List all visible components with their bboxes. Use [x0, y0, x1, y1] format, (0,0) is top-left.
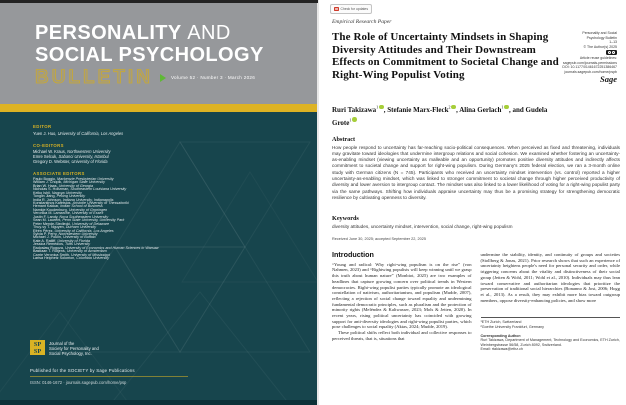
associate-editor-entry: Peter Mende-Siedlecki, University of Delaware — [33, 221, 110, 226]
by-icon — [612, 51, 615, 54]
intro-paragraph-1: “Young and radical: Why right-wing populism is on the rise” (von Nahmen, 2023) and “Rightwing populists will keep winning until we grasp this truth about human nature” (Monbiot, 2025) are two examples of headlines that capture growing concern over political trends in Western democracies. Right-wing populist parties typically promote an ideological constellation of nativism, authoritarianism, and populism (Mudde, 2007), reflecting a rejection of social change toward equality and undermining fundamental democratic principles, such as pluralism and the protection of minority rights (Meléndez & Kaltwasser, 2023; Mols & Jetten, 2020). In recent years, rising political uncertainty has coincided with growing support for anti-diversity ideologies and right-wing populist parties, which pose challenges to social equality (Aktas, 2024; Mudde, 2019). — [332, 261, 472, 330]
masthead-line2: SOCIAL PSYCHOLOGY — [35, 44, 264, 66]
society-text — [49, 340, 99, 356]
associate-editor-entry: Kate A. Ratliff, University of Florida — [33, 238, 90, 243]
intro-paragraph-3: undermine the stability, identity, and continuity of groups and societies (Stollberg & Jonas, 2021). Prior research shows that such an experience of uncertainty heightens people's need for personal security and order, while triggering concerns about the vitality and distinctiveness of their social group (Jetten & Wohl, 2011; Wohl et al., 2010). Individuals may thus lean toward conservative and authoritarian ideologies that prioritize the preservation of traditional social hierarchies (Bonanno & Jost, 2006; Hogg et al., 2013). As a result, they may exhibit more bias toward outgroup members, oppose diversity-enhancing policies, and show more — [480, 252, 620, 303]
associate-editor-entry: Sylvia P. Perry, Northwestern University — [33, 232, 98, 237]
associate-editor-entry: Namkje Koudenburg, University of Groningen — [33, 207, 108, 212]
body-columns — [332, 252, 620, 352]
author: , and Gudela Grote$^1$ — [332, 106, 548, 127]
abstract-text: How people respond to uncertainty has far-reaching socio-political consequences. When perceived as fixed and threatening, individuals may gravitate toward ideologies that undermine intergroup relations and social cohesion. We examined whether fostering an uncertainty-as-enabling mindset (viewing uncertainty as malleable and an opportunity) promotes positive diversity attitudes and indirectly affects commitment to societal change and support for right-wing populism. During Germany's 2025 federal election, we ran a 3-month online study with German citizens (N = 745). Participants who received an uncertainty mindset intervention (vs. control) reported a higher uncertainty-as-enabling mindset, which was linked to stronger commitment to societal change through higher perceived productivity of diversity and lower aversion to intergroup contact. The mindset was also linked to a lower likelihood of voting for a right-wing populist party via the same pathways. Shifting how individuals appraise uncertainty may thus be a promising strategy for strengthening democratic resilience by cultivating openness to diversity. — [332, 144, 620, 200]
issue-info: Volume 52 · Number 3 · March 2026 — [170, 75, 256, 80]
meta-journal-url[interactable]: journals.sagepub.com/home/pspb — [564, 69, 617, 74]
author: , Stefanie Marx-Fleck$^2$ — [384, 106, 456, 114]
cover-bottom-edge — [0, 400, 318, 405]
spsp-logo-row1: SP — [33, 340, 42, 348]
journal-meta-block — [555, 31, 617, 85]
associate-editor-entry: Veronica M. Lamarche, University of Essex — [33, 211, 104, 216]
associate-editor-entry: Larisa Heiphetz Solomon, Columbia University — [33, 256, 110, 261]
meta-doi-link[interactable]: DOI: 10.1177/01461672251386467 — [562, 65, 617, 70]
meta-journal-name-1: Personality and Social — [582, 31, 617, 35]
meta-reuse-guidelines: Article reuse guidelines: — [579, 56, 617, 61]
keywords-heading: Keywords — [332, 215, 359, 222]
editor-label: EDITOR — [33, 124, 52, 129]
introduction-heading: Introduction — [332, 250, 374, 259]
co-editors-label: CO-EDITORS — [33, 142, 64, 148]
spsp-logo-row2: SP — [33, 347, 42, 355]
masthead-bulletin: BULLETIN — [35, 67, 153, 88]
society-line: Social Psychology, Inc. — [49, 350, 92, 356]
meta-permissions-link[interactable]: sagepub.com/journals-permissions — [562, 60, 617, 65]
editor-entry: Yuen J. Huo, University of California, Los Angeles — [33, 130, 124, 136]
check-for-updates-label: Check for updates — [340, 6, 369, 11]
spsp-logo — [30, 340, 45, 355]
associate-editor-entry: Tonglin Jiang, Peking University — [33, 194, 86, 199]
editor-list — [33, 131, 293, 136]
associate-editor-entry: Konstantinos Kafetsios, Aristotle University of Thessaloniki — [33, 200, 129, 205]
published-line: Published for the SOCIETY by Sage Publications — [30, 368, 135, 373]
cc-icon — [608, 51, 611, 54]
associate-editor-entry: India R. Johnson, Indiana University, Indianapolis — [33, 197, 114, 202]
received-dates: Received June 30, 2025; accepted September 22, 2025 — [332, 237, 426, 241]
associate-editor-entry: Brian W. Haas, University of Georgia — [33, 183, 94, 188]
left-column — [332, 252, 472, 352]
editor-block — [33, 124, 293, 136]
co-editor-entry: Emre Selcuk, Sabanci University, Istanbul — [33, 154, 109, 160]
keywords-text: diversity attitudes, uncertainty mindset, intervention, social change, right-wing populism — [332, 223, 513, 229]
meta-copyright: © The Author(s) 2025 — [583, 44, 617, 49]
associate-editor-entry: Justin F. Landy, Nova Southeastern University — [33, 214, 109, 219]
associate-editor-entry: Nicholas S. Holtzman, Southeastern Louisiana University — [33, 187, 127, 192]
affiliation-2: ²Goethe University Frankfurt, Germany — [480, 324, 545, 329]
meta-pages: 1–13 — [609, 40, 617, 44]
corresponding-author-text: Ruri Takizawa, Department of Management, Technology and Economics, ETH Zurich, Weinbergstrasse 56/58, Zurich 8092, Switzerland. — [480, 338, 620, 347]
society-line: Journal of the — [49, 340, 75, 346]
article-title: The Role of Uncertainty Mindsets in Shaping Diversity Attitudes and Their Downstream Effects on Commitment to Societal Change and Right-Wing Populist Voting — [332, 31, 559, 81]
cover-top-edge — [0, 0, 318, 3]
associate-editors-list — [33, 178, 293, 261]
affiliation-1: ¹ETH Zurich, Switzerland — [480, 320, 522, 325]
associate-editor-entry: Sean M. Laurent, Penn State University, University Park — [33, 218, 125, 223]
footnote-block — [481, 317, 621, 352]
co-editors-list — [33, 149, 293, 164]
cc-by-badge[interactable] — [606, 50, 617, 55]
associate-editor-entry: Efrén Pérez, University of California, Los Angeles — [33, 228, 114, 233]
right-column — [481, 252, 621, 352]
associate-editors-label: ASSOCIATE EDITORS — [33, 171, 85, 177]
masthead-personality: PERSONALITY — [35, 22, 182, 44]
co-editor-entry: Michael W. Kraus, Northwestern University — [33, 149, 111, 155]
associate-editor-entry: Jessica Remedios, Tufts University — [33, 242, 91, 247]
associate-editor-entry: Keiko Ishii, Nagoya University — [33, 190, 82, 195]
author: Ruri Takizawa$^1$ — [332, 106, 384, 114]
sage-logo: Sage — [600, 74, 617, 85]
associate-editor-entry: Carrie Veronica Smith, University of Mississippi — [33, 252, 111, 257]
co-editor-entry: Gregory D. Webster, University of Florida — [33, 159, 108, 165]
society-logo-row — [30, 340, 99, 356]
associate-editor-entry: Bastiaan T. Rutjens, University of Amsterdam — [33, 249, 107, 254]
associate-editor-entry: Radosław Rogoza, University of Economics and Human Sciences in Warsaw — [33, 245, 159, 250]
corresponding-author-label: Corresponding Author: — [480, 333, 522, 338]
issn-line: ISSN: 0146-1672 · journals.sagepub.com/home/psp — [30, 376, 188, 385]
check-for-updates-badge[interactable] — [330, 4, 372, 14]
article-first-page — [319, 0, 626, 405]
abstract-heading: Abstract — [332, 136, 356, 143]
play-triangle-icon — [160, 74, 166, 82]
editors-panel — [33, 124, 293, 268]
associate-editor-entry: Paulo Boggio, Mackenzie Presbyterian University — [33, 176, 114, 181]
masthead-line1 — [35, 22, 264, 44]
gold-stripe — [0, 104, 318, 112]
associate-editor-entry: William J. Chopik, Michigan State University — [33, 180, 105, 185]
author-byline — [332, 103, 567, 128]
author: , Alina Gerlach$^1$ — [456, 106, 509, 114]
crossmark-icon — [334, 7, 339, 12]
orcid-icon[interactable] — [352, 117, 357, 122]
masthead-and: AND — [187, 22, 231, 44]
article-type: Empirical Research Paper — [332, 19, 392, 25]
journal-masthead — [35, 22, 264, 88]
associate-editor-entry: Thuy-vy T. Nguyen, Durham University — [33, 225, 97, 230]
intro-paragraph-2: These political shifts reflect both individual and collective responses to perceived threats, that is, situations that — [332, 330, 472, 341]
co-editors-block — [33, 143, 293, 165]
meta-journal-name-2: Psychology Bulletin — [586, 35, 617, 40]
associate-editor-entry: Hemant Kakkar, Indian School of Business — [33, 204, 103, 209]
associate-editors-block — [33, 171, 293, 260]
society-line: Society for Personality and — [49, 345, 99, 351]
corresponding-author-email[interactable]: Email: rtakizawa@ethz.ch — [480, 347, 523, 352]
associate-editor-entry: Michael J. Poulin, University of Buffalo — [33, 235, 96, 240]
